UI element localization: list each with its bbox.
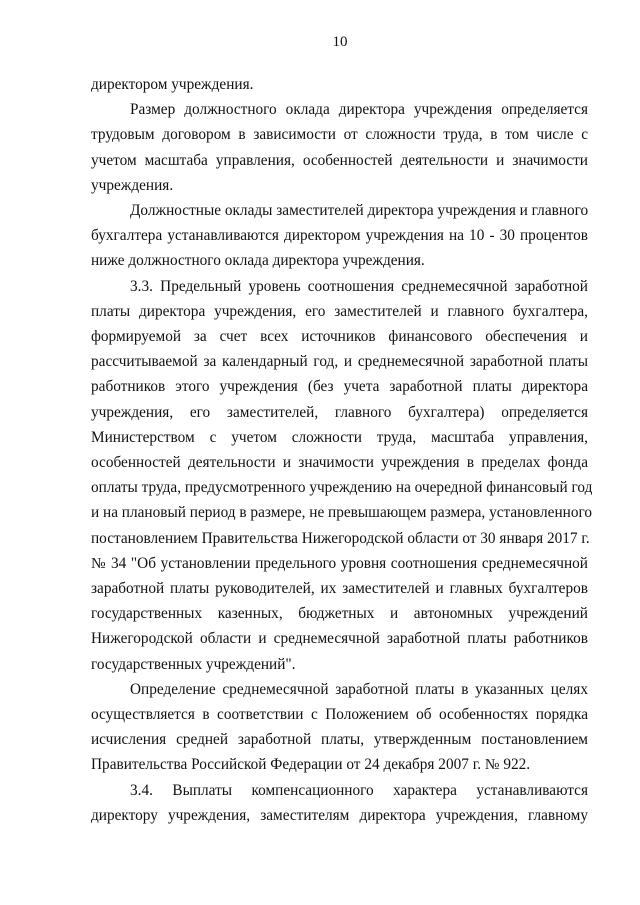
text-line: Определение среднемесячной заработной платы в указанных целях xyxy=(130,680,588,698)
text-line: Размер должностного оклада директора учреждения определяется xyxy=(130,101,588,119)
text-line: 3.3. Предельный уровень соотношения среднемесячной заработной xyxy=(130,277,588,295)
text-line: 3.4. Выплаты компенсационного характера устанавливаются xyxy=(130,781,588,799)
text-line: особенностей деятельности и значимости учреждения в пределах фонда xyxy=(91,454,588,472)
text-line: платы директора учреждения, его заместителей и главного бухгалтера, xyxy=(91,302,588,320)
text-line: трудовым договором в зависимости от сложности труда, в том числе с xyxy=(91,126,588,144)
page-number: 10 xyxy=(332,34,348,50)
text-line: Должностные оклады заместителей директора учреждения и главного xyxy=(130,202,589,220)
text-line: учетом масштаба управления, особенностей деятельности и значимости xyxy=(91,151,588,169)
text-line: бухгалтера устанавливаются директором учреждения на 10 - 30 процентов xyxy=(91,227,588,245)
text-line: учреждения. xyxy=(91,176,174,194)
text-line: работников этого учреждения (без учета заработной платы директора xyxy=(91,378,588,396)
text-line: постановлением Правительства Нижегородской области от 30 января 2017 г. xyxy=(91,529,590,547)
text-line: № 34 "Об установлении предельного уровня соотношения среднемесячной xyxy=(91,554,588,572)
text-line: осуществляется в соответствии с Положением об особенностях порядка xyxy=(91,706,588,724)
text-line: директором учреждения. xyxy=(91,76,254,93)
text-line: государственных учреждений". xyxy=(91,655,296,673)
text-line: государственных казенных, бюджетных и автономных учреждений xyxy=(91,605,588,623)
text-line: заработной платы руководителей, их заместителей и главных бухгалтеров xyxy=(91,580,588,598)
text-line: оплаты труда, предусмотренного учреждению на очередной финансовый год xyxy=(91,479,593,497)
text-line: ниже должностного оклада директора учреждения. xyxy=(91,252,425,270)
text-line: Министерством с учетом сложности труда, масштаба управления, xyxy=(91,428,588,446)
text-line: формируемой за счет всех источников финансового обеспечения и xyxy=(91,328,588,346)
text-line: Правительства Российской Федерации от 24 декабря 2007 г. № 922. xyxy=(91,756,531,774)
text-line: и на плановый период в размере, не превышающем размера, установленного xyxy=(91,504,593,522)
text-line: рассчитываемой за календарный год, и среднемесячной заработной платы xyxy=(91,353,588,371)
text-line: Нижегородской области и среднемесячной заработной платы работников xyxy=(91,630,588,648)
text-line: директору учреждения, заместителям директора учреждения, главному xyxy=(91,806,588,824)
document-body xyxy=(91,72,593,828)
text-line: исчисления средней заработной платы, утвержденным постановлением xyxy=(91,731,588,749)
text-line: учреждения, его заместителей, главного бухгалтера) определяется xyxy=(91,403,588,421)
